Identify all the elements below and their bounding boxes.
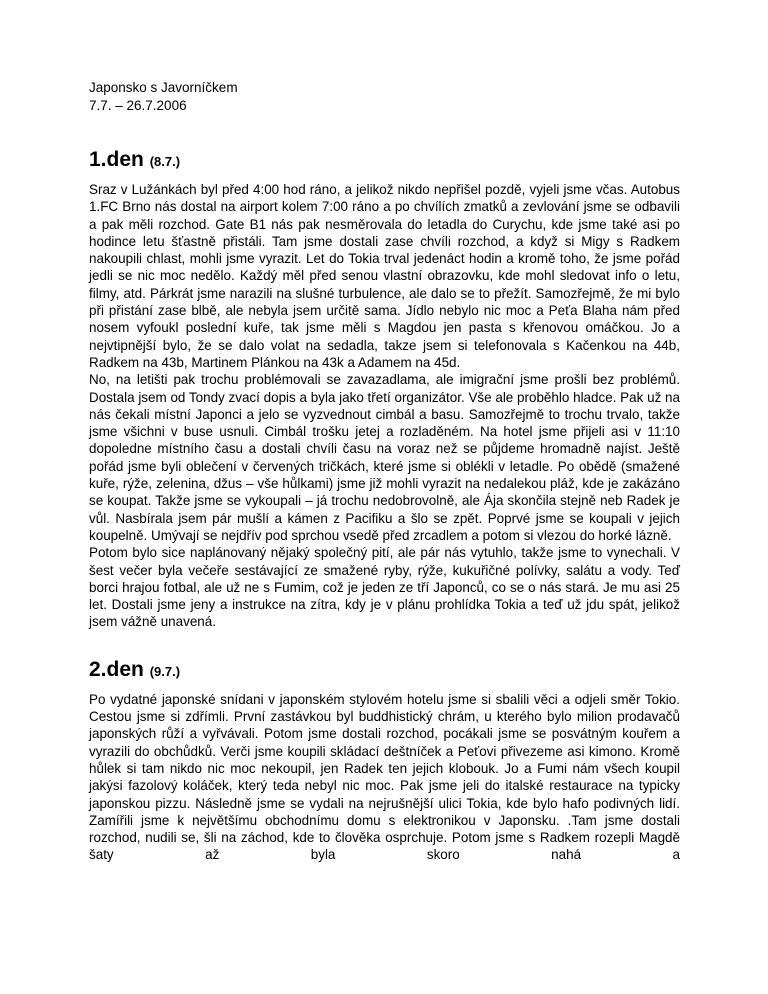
day2-heading xyxy=(89,657,680,685)
document-title: Japonsko s Javorníčkem xyxy=(89,80,238,95)
day1-paragraph-3: Potom bylo sice naplánovaný nějaký společný pití, ale pár nás vytuhlo, takže jsme to vynechali. V šest večer byla večeře sestávající ze smažené ryby, rýže, kukuřičné polívky, salátu a vody. Teď borci hrajou fotbal, ale už ne s Fumim, což je jeden ze tří Japonců, co se o nás stará. Je mu asi 25 let. Dostali jsme jeny a instrukce na zítra, kdy je v plánu prohlídka Tokia a teď už jdu spát, jelikož jsem vážně unavená. xyxy=(89,545,680,630)
day1-heading xyxy=(89,147,680,175)
day1-date: (8.7.) xyxy=(149,154,181,169)
day1-body xyxy=(89,181,680,631)
day1-heading-label: 1.den xyxy=(89,148,144,171)
day2-body xyxy=(89,691,680,864)
day1-paragraph-2: No, na letišti pak trochu problémovali se zavazadlama, ale imigrační jsme prošli bez problémů. Dostala jsem od Tondy zvací dopis a byla jako třetí organizátor. Vše ale proběhlo hladce. Pak už na nás čekali místní Japonci a jelo se vyzvednout cimbál a basu. Samozřejmě to trochu trvalo, takže jsme všichni v buse usnuli. Cimbál trošku jetej a rozladěném. Na hotel jsme přijeli asi v 11:10 dopoledne místního času a dostali chvíli času na voraz než se půjdeme hromadně najíst. Ještě pořád jsme byli oblečení v červených tričkách, které jsme si oblékli v letadle. Po obědě (smažené kuře, rýže, zelenina, džus – vše hůlkami) jsme již mohli vyrazit na nedalekou pláž, kde je zakázáno se koupat. Takže jsme se vykoupali – já trochu nedobrovolně, ale Ája skončila stejně neb Radek je vůl. Nasbírala jsem pár mušlí a kámen z Pacifiku a šlo se zpět. Poprvé jsme se koupali v jejich koupelně. Umývají se nejdřív pod sprchou vsedě před zrcadlem a potom si vlezou do horké lázně. xyxy=(89,372,680,543)
document-dates: 7.7. – 26.7.2006 xyxy=(89,98,187,113)
day2-date: (9.7.) xyxy=(149,663,181,679)
day2-heading-label: 2.den xyxy=(89,657,144,681)
document-page xyxy=(89,79,680,864)
day2-paragraph-1: Po vydatné japonské snídani v japonském stylovém hotelu jsme si sbalili věci a odjeli směr Tokio. Cestou jsme si zdřímli. První zastávkou byl buddhistický chrám, u kterého bylo milion prodavačů japonských růží a vyřvávali. Potom jsme dostali rozchod, pocákali jsme se posvátným kouřem a vyrazili do obchůdků. Verči jsme koupili skládací deštníček a Peťovi přivezeme asi kimono. Kromě hůlek si tam nikdo nic moc nekoupil, jen Radek ten jejich klobouk. Jo a Fumi nám všech koupil jakýsi fazolový koláček, který teda nebyl nic moc. Pak jsme jeli do italské restaurace na typicky japonskou pizzu. Následně jsme se vydali na nejrušnější ulici Tokia, kde bylo hafo podivných lidí. Zamířili jsme k největšímu obchodnímu domu s elektronikou v Japonsku. .Tam jsme dostali rozchod, nudili se, šli na záchod, kde to člověka osprchuje. Potom jsme s Radkem rozepli Magdě šaty až byla skoro nahá a xyxy=(89,691,680,863)
day1-paragraph-1: Sraz v Lužánkách byl před 4:00 hod ráno, a jelikož nikdo nepřišel pozdě, vyjeli jsme včas. Autobus 1.FC Brno nás dostal na airport kolem 7:00 ráno a po chvílích zmatků a zevlování jsme se odbavili a pak měli rozchod. Gate B1 nás pak nesměrovala do letadla do Curychu, kde jsme také asi po hodince letu šťastně přistáli. Tam jsme dostali zase chvíli rozchod, a když si Migy s Radkem nakoupili chlast, mohli jsme vyrazit. Let do Tokia trval jedenáct hodin a kromě toho, že jsme pořád jedli se nic moc nedělo. Každý měl před senou vlastní obrazovku, kde mohl sledovat info o letu, filmy, atd. Párkrát jsme narazili na slušné turbulence, ale dalo se to přežít. Samozřejmě, že mi bylo při přistání zase blbě, ale nebyla jsem určitě sama. Jídlo nebylo nic moc a Peťa Blaha nám před nosem vyfoukl poslední kuře, tak jsme měli s Magdou jen pasta s křenovou omáčkou. Jo a nejvtipnější bylo, že se dalo volat na sedadla, takze jsem si telefonovala s Kačenkou na 44b, Radkem na 43b, Martinem Plánkou na 43k a Adamem na 45d. xyxy=(89,182,680,370)
